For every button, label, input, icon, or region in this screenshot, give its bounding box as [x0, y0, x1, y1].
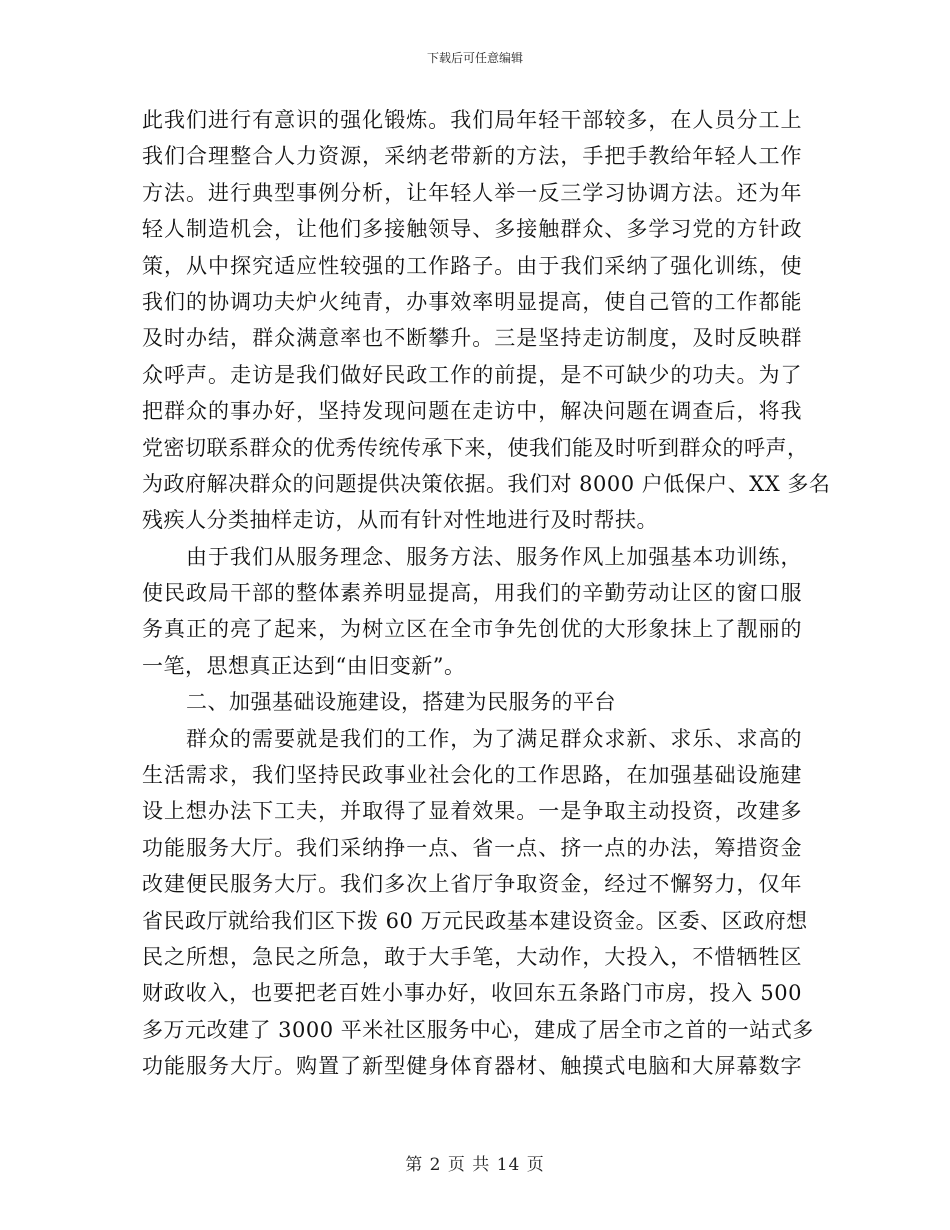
text-line: 多万元改建了 3000 平米社区服务中心，建成了居全市之首的一站式多	[142, 1017, 814, 1042]
text-line: 改建便民服务大厅。我们多次上省厅争取资金，经过不懈努力，仅年	[142, 872, 802, 897]
text-line: 轻人制造机会，让他们多接触领导、多接触群众、多学习党的方针政	[142, 217, 802, 242]
text-line: 策，从中探究适应性较强的工作路子。由于我们采纳了强化训练，使	[142, 253, 802, 278]
text-line: 功能服务大厅。购置了新型健身体育器材、触摸式电脑和大屏幕数字	[142, 1054, 802, 1079]
document-body	[142, 102, 831, 1085]
page-number: 第 2 页 共 14 页	[405, 1155, 545, 1175]
text-line: 把群众的事办好，坚持发现问题在走访中，解决问题在调查后，将我	[142, 399, 802, 424]
text-line: 功能服务大厅。我们采纳挣一点、省一点、挤一点的办法，筹措资金	[142, 835, 802, 860]
text-line: 由于我们从服务理念、服务方法、服务作风上加强基本功训练，	[186, 544, 802, 569]
text-line: 残疾人分类抽样走访，从而有针对性地进行及时帮扶。	[142, 508, 658, 533]
text-line: 群众的需要就是我们的工作，为了满足群众求新、求乐、求高的	[186, 726, 802, 751]
text-line: 设上想办法下工夫，并取得了显着效果。一是争取主动投资，改建多	[142, 799, 802, 824]
text-line: 民之所想，急民之所急，敢于大手笔，大动作，大投入，不惜牺牲区	[142, 944, 802, 969]
text-line: 我们的协调功夫炉火纯青，办事效率明显提高，使自己管的工作都能	[142, 289, 802, 314]
text-line: 务真正的亮了起来，为树立区在全市争先创优的大形象抹上了靓丽的	[142, 617, 802, 642]
text-line: 党密切联系群众的优秀传统传承下来，使我们能及时听到群众的呼声，	[142, 435, 809, 460]
text-line: 我们合理整合人力资源，采纳老带新的方法，手把手教给年轻人工作	[142, 144, 802, 169]
section-heading: 二、加强基础设施建设，搭建为民服务的平台	[186, 690, 616, 715]
text-line: 财政收入，也要把老百姓小事办好，收回东五条路门市房，投入 500	[142, 981, 802, 1006]
text-line: 方法。进行典型事例分析，让年轻人举一反三学习协调方法。还为年	[142, 180, 802, 205]
text-line: 使民政局干部的整体素养明显提高，用我们的辛勤劳动让区的窗口服	[142, 581, 802, 606]
page-header: 下载后可任意编辑	[426, 51, 523, 65]
text-line: 众呼声。走访是我们做好民政工作的前提，是不可缺少的功夫。为了	[142, 362, 802, 387]
text-line: 一笔，思想真正达到“由旧变新”。	[142, 653, 466, 678]
text-line: 省民政厅就给我们区下拨 60 万元民政基本建设资金。区委、区政府想	[142, 908, 808, 933]
text-line: 及时办结，群众满意率也不断攀升。三是坚持走访制度，及时反映群	[142, 326, 802, 351]
text-line: 生活需求，我们坚持民政事业社会化的工作思路，在加强基础设施建	[142, 763, 802, 788]
text-line: 此我们进行有意识的强化锻炼。我们局年轻干部较多，在人员分工上	[142, 108, 802, 132]
text-line: 为政府解决群众的问题提供决策依据。我们对 8000 户低保户、XX 多名	[142, 471, 831, 496]
